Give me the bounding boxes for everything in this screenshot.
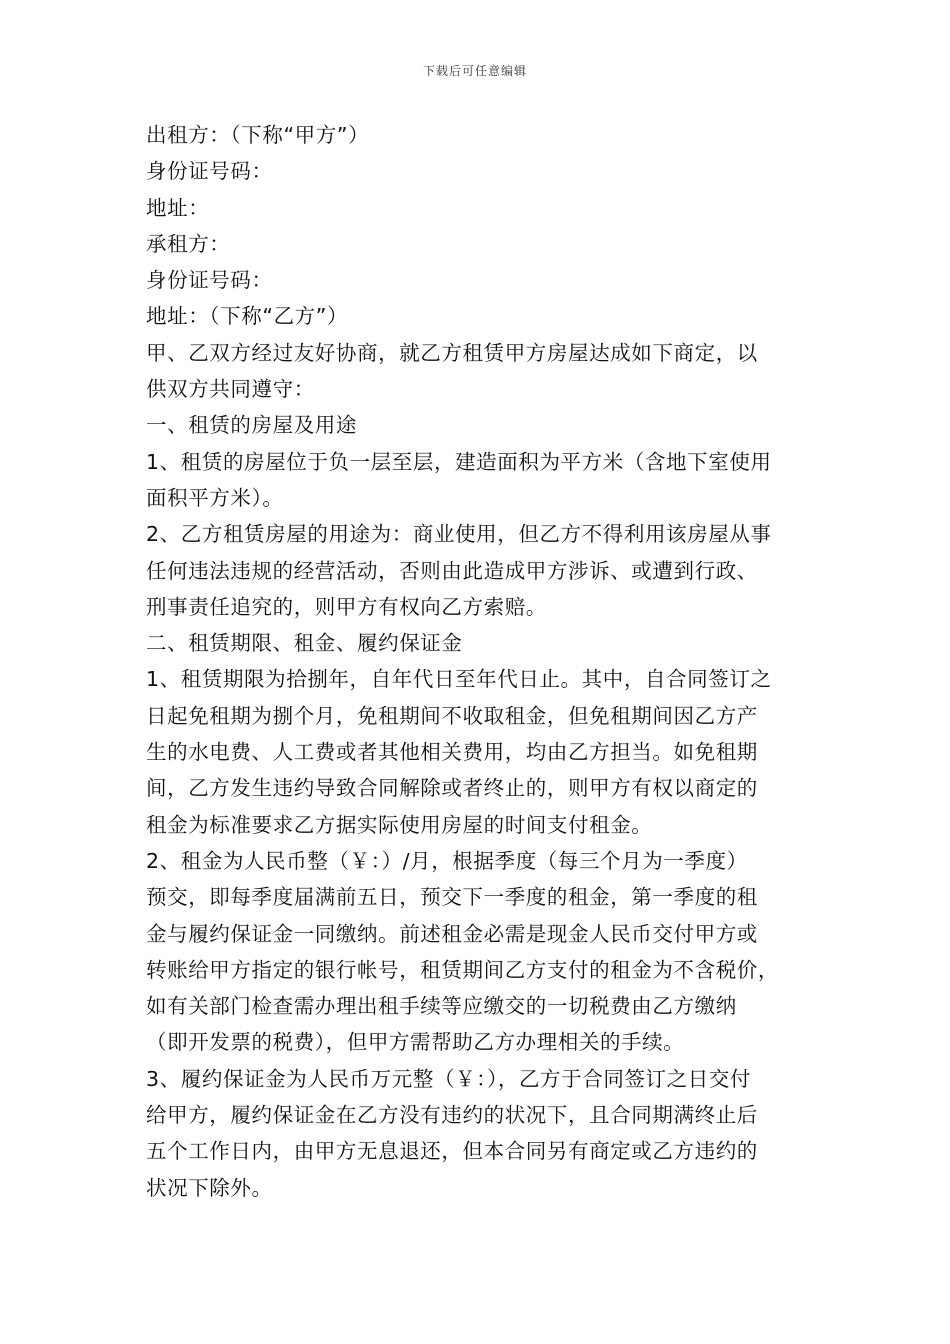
clause-line: 给甲方，履约保证金在乙方没有违约的状况下，且合同期满终止后: [146, 1103, 758, 1128]
clause-line: 日起免租期为捌个月，免租期间不收取租金，但免租期间因乙方产: [146, 703, 758, 728]
party-b-id-line: 身份证号码：: [146, 268, 273, 293]
clause-line: 任何违法违规的经营活动，否则由此造成甲方涉诉、或遭到行政、: [146, 558, 758, 583]
clause-line: （即开发票的税费），但甲方需帮助乙方办理相关的手续。: [146, 1030, 685, 1055]
clause-line: 转账给甲方指定的银行帐号，租赁期间乙方支付的租金为不含税价，: [146, 957, 779, 982]
clause-line: 1、租赁的房屋位于负一层至层，建造面积为平方米（含地下室使用: [146, 449, 772, 474]
clause-line: 1、租赁期限为拾捌年，自年代日至年代日止。其中，自合同签订之: [146, 667, 772, 692]
clause-line: 面积平方米）。: [146, 485, 284, 510]
clause-line: 2、租金为人民币整（￥：）/月，根据季度（每三个月为一季度）: [146, 848, 748, 873]
clause-line: 3、履约保证金为人民币万元整（￥：），乙方于合同签订之日交付: [146, 1066, 752, 1091]
clause-line: 租金为标准要求乙方据实际使用房屋的时间支付租金。: [146, 812, 653, 837]
party-a-id-line: 身份证号码：: [146, 159, 273, 184]
clause-line: 状况下除外。: [146, 1175, 273, 1200]
party-b-line: 承租方：: [146, 231, 231, 256]
clause-line: 间，乙方发生违约导致合同解除或者终止的，则甲方有权以商定的: [146, 776, 758, 801]
party-a-address-line: 地址：: [146, 195, 210, 220]
clause-line: 金与履约保证金一同缴纳。前述租金必需是现金人民币交付甲方或: [146, 921, 758, 946]
download-note: 下载后可任意编辑: [422, 64, 527, 78]
clause-line: 五个工作日内，由甲方无息退还，但本合同另有商定或乙方违约的: [146, 1139, 758, 1164]
clause-line: 刑事责任追究的，则甲方有权向乙方索赔。: [146, 594, 547, 619]
clause-line: 预交，即每季度届满前五日，预交下一季度的租金，第一季度的租: [146, 885, 758, 910]
clause-line: 2、乙方租赁房屋的用途为：商业使用，但乙方不得利用该房屋从事: [146, 522, 772, 547]
intro-paragraph-line: 供双方共同遵守：: [146, 377, 315, 402]
clause-line: 生的水电费、人工费或者其他相关费用，均由乙方担当。如免租期: [146, 740, 758, 765]
section-heading-2: 二、租赁期限、租金、履约保证金: [146, 631, 463, 656]
contract-body: [146, 117, 812, 1206]
clause-line: 如有关部门检查需办理出租手续等应缴交的一切税费由乙方缴纳: [146, 994, 737, 1019]
party-b-address-line: 地址：（下称“乙方”）: [146, 304, 349, 329]
party-a-line: 出租方：（下称“甲方”）: [146, 123, 370, 147]
section-heading-1: 一、租赁的房屋及用途: [146, 413, 357, 438]
intro-paragraph-line: 甲、乙双方经过友好协商，就乙方租赁甲方房屋达成如下商定，以: [146, 340, 758, 365]
